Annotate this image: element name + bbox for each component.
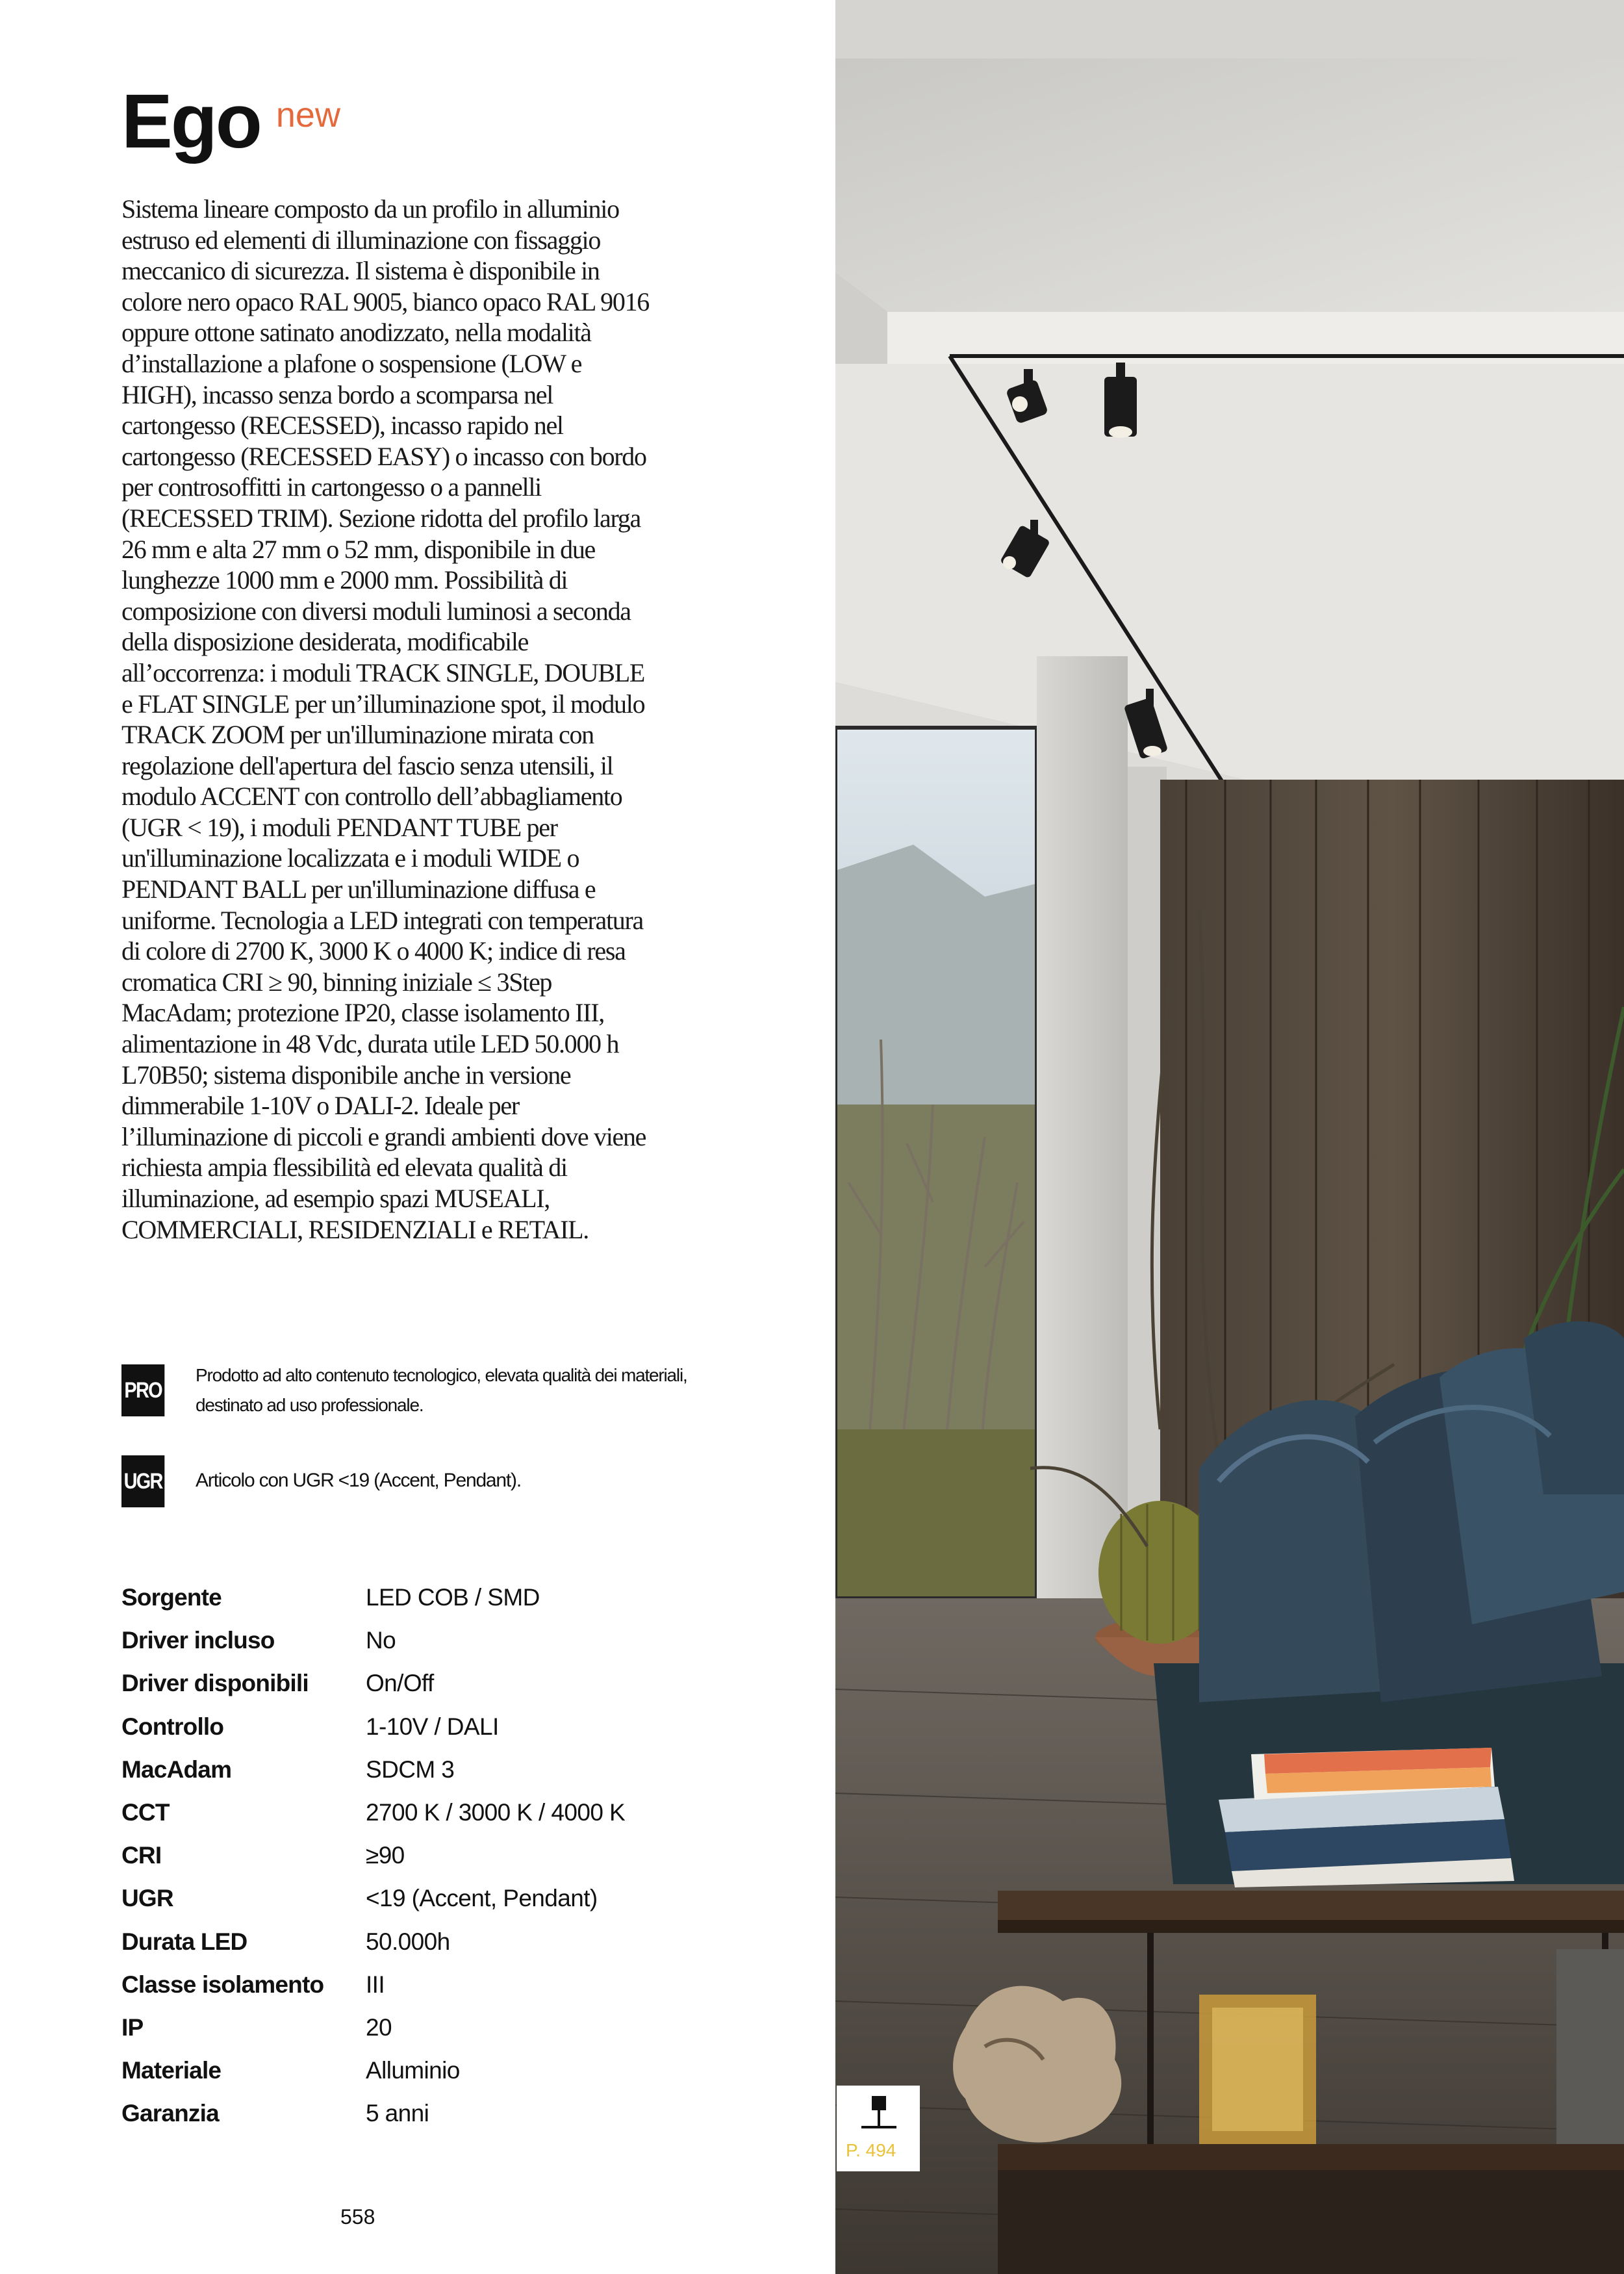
- spec-row: [121, 1706, 625, 1748]
- spec-value: 50.000h: [366, 1928, 450, 1955]
- spec-row: [121, 1748, 625, 1791]
- product-description: Sistema lineare composto da un profilo in alluminio estruso ed elementi di illuminazione con fissaggio meccanico di sicurezza. Il sistema è disponibile in colore nero opaco RAL 9005, bianco opaco RAL 9016 oppure ottone satinato anodizzato, nella modalità d’installazione a plafone o sospensione (LOW e HIGH), incasso senza bordo a scomparsa nel cartongesso (RECESSED), incasso rapido nel cartongesso (RECESSED EASY) o incasso con bordo per controsoffitti in cartongesso o a pannelli (RECESSED TRIM). Sezione ridotta del profilo larga 26 mm e alta 27 mm o 52 mm, disponibile in due lunghezze 1000 mm e 2000 mm. Possibilità di composizione con diversi moduli luminosi a seconda della disposizione desiderata, modificabile all’occorrenza: i moduli TRACK SINGLE, DOUBLE e FLAT SINGLE per un’illuminazione spot, il modulo TRACK ZOOM per un'illuminazione mirata con regolazione dell'apertura del fascio senza utensili, il modulo ACCENT con controllo dell’abbagliamento (UGR < 19), i moduli PENDANT TUBE per un'illuminazione localizzata e i moduli WIDE o PENDANT BALL per un'illuminazione diffusa e uniforme. Tecnologia a LED integrati con temperatura di colore di 2700 K, 3000 K o 4000 K; indice di resa cromatica CRI ≥ 90, binning iniziale ≤ 3Step MacAdam; protezione IP20, classe isolamento III, alimentazione in 48 Vdc, durata utile LED 50.000 h L70B50; sistema disponibile anche in versione dimmerabile 1-10V o DALI-2. Ideale per l’illuminazione di piccoli e grandi ambienti dove viene richiesta ampia flessibilità ed elevata qualità di illuminazione, ad esempio spazi MUSEALI, COMMERCIALI, RESIDENZIALI e RETAIL.: [121, 194, 649, 1244]
- spec-label: Classe isolamento: [121, 1971, 324, 1998]
- spec-value: <19 (Accent, Pendant): [366, 1885, 598, 1912]
- product-name: Ego: [121, 79, 260, 164]
- spec-label: Controllo: [121, 1713, 224, 1740]
- interior-photo: [835, 0, 1624, 2274]
- spec-label: Sorgente: [121, 1584, 222, 1611]
- spec-row: [121, 1619, 625, 1662]
- spec-value: SDCM 3: [366, 1756, 455, 1783]
- spec-value: 20: [366, 2013, 392, 2041]
- pendant-lamp-icon: [855, 2092, 902, 2134]
- spec-row: [121, 1963, 625, 2006]
- spec-label: Materiale: [121, 2057, 222, 2084]
- spec-row: [121, 2049, 625, 2092]
- ugr-badge-icon: UGR: [121, 1455, 164, 1507]
- spec-value: Alluminio: [366, 2057, 460, 2084]
- spec-value: III: [366, 1971, 385, 1998]
- pro-badge-text: Prodotto ad alto contenuto tecnologico, elevata qualità dei materiali, destinato ad uso professionale.: [196, 1365, 687, 1415]
- spec-label: CRI: [121, 1842, 162, 1869]
- spec-row: [121, 2006, 625, 2049]
- spec-row: [121, 1877, 625, 1920]
- page-reference[interactable]: [837, 2086, 920, 2171]
- spec-label: Garanzia: [121, 2100, 219, 2127]
- spec-label: CCT: [121, 1799, 170, 1826]
- ugr-badge-text: Articolo con UGR <19 (Accent, Pendant).: [196, 1470, 521, 1491]
- spec-label: UGR: [121, 1885, 173, 1912]
- spec-value: 2700 K / 3000 K / 4000 K: [366, 1799, 626, 1826]
- pro-badge-icon: PRO: [121, 1364, 164, 1416]
- spec-label: Driver incluso: [121, 1627, 275, 1654]
- spec-row: [121, 1576, 625, 1619]
- spec-value: 5 anni: [366, 2100, 429, 2127]
- spec-value: LED COB / SMD: [366, 1584, 540, 1611]
- new-badge: new: [275, 96, 340, 134]
- spec-row: [121, 1662, 625, 1705]
- page-number: 558: [340, 2205, 375, 2229]
- spec-value: On/Off: [366, 1670, 434, 1697]
- spec-value: No: [366, 1627, 396, 1654]
- page-reference-label: P. 494: [846, 2140, 896, 2160]
- ugr-badge-row: [121, 1455, 689, 1507]
- spec-row: [121, 2092, 625, 2135]
- product-title: [121, 79, 340, 164]
- spec-row: [121, 1791, 625, 1834]
- spec-value: 1-10V / DALI: [366, 1713, 499, 1740]
- spec-label: Driver disponibili: [121, 1670, 309, 1697]
- spec-table: [121, 1576, 625, 2135]
- pro-badge-row: [121, 1364, 689, 1420]
- spec-label: IP: [121, 2013, 144, 2041]
- spec-value: ≥90: [366, 1842, 405, 1869]
- spec-label: MacAdam: [121, 1756, 232, 1783]
- spec-row: [121, 1921, 625, 1963]
- spec-row: [121, 1834, 625, 1877]
- spec-label: Durata LED: [121, 1928, 247, 1955]
